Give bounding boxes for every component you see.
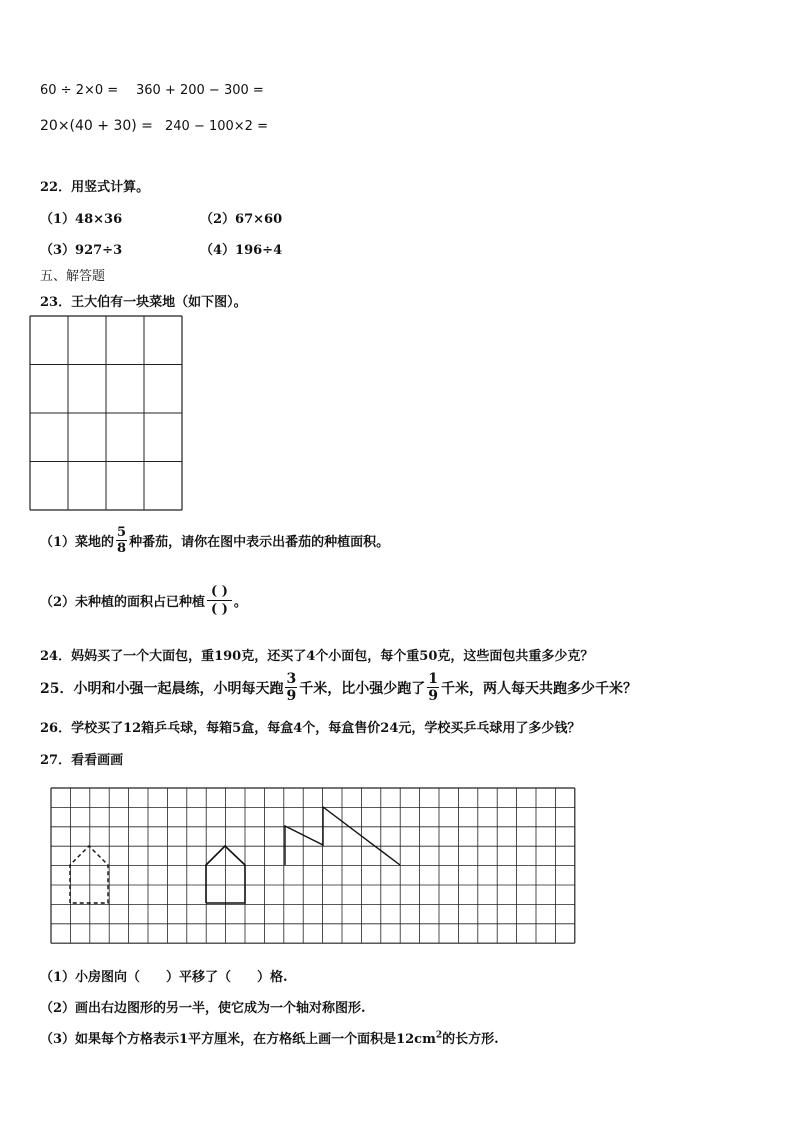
- question-23-part-2: [40, 585, 247, 616]
- calc-expression-3: 20×(40 + 30) =: [40, 118, 153, 134]
- question-22-item-3: （3）927÷3: [40, 243, 123, 258]
- fraction-three-ninths: [285, 672, 297, 703]
- question-25: [40, 672, 637, 703]
- blank-numerator: ( ): [207, 585, 232, 601]
- section-5-title: 五、解答题: [40, 269, 106, 284]
- question-27-sub-1: （1）小房图向（ ）平移了（ ）格.: [40, 970, 288, 985]
- calc-expression-2: 360 + 200 − 300 =: [136, 83, 264, 98]
- fraction-one-ninth: [427, 672, 439, 703]
- question-27-sub-2: （2）画出右边图形的另一半，使它成为一个轴对称图形.: [40, 1001, 366, 1016]
- q23-p2-suffix: 。: [233, 595, 247, 610]
- q27-sub3-suffix: 的长方形.: [442, 1032, 499, 1047]
- question-23-title: 23．王大伯有一块菜地（如下图）。: [40, 295, 247, 310]
- q25-prefix: 25．小明和小强一起晨练，小明每天跑: [40, 680, 284, 697]
- drawing-grid[interactable]: [50, 787, 581, 945]
- q27-sub3-prefix: （3）如果每个方格表示1平方厘米，在方格纸上画一个面积是12cm: [40, 1032, 436, 1047]
- blank-fraction[interactable]: [207, 585, 232, 616]
- dashed-house-outline: [70, 846, 108, 903]
- question-26: 26．学校买了12箱乒乓球，每箱5盒，每盒4个，每盒售价24元，学校买乒乓球用了多少钱？: [40, 721, 581, 736]
- question-27-title: 27．看看画画: [40, 753, 124, 768]
- fraction-denominator: 9: [286, 688, 297, 704]
- fraction-denominator: 9: [428, 688, 438, 704]
- calc-expression-1: 60 ÷ 2×0 =: [40, 83, 119, 98]
- question-27-sub-3: [40, 1028, 499, 1047]
- fraction-five-eighths: [116, 526, 127, 555]
- question-24: 24．妈妈买了一个大面包，重190克，还买了4个小面包，每个重50克，这些面包共重多少克？: [40, 649, 594, 664]
- calc-expression-4: 240 − 100×2 =: [165, 119, 268, 134]
- question-23-part-1: [40, 526, 389, 555]
- half-figure-outline: [285, 807, 400, 865]
- q25-suffix: 千米，两人每天共跑多少千米？: [440, 680, 637, 697]
- q23-p1-suffix: 种番茄，请你在图中表示出番茄的种植面积。: [129, 535, 390, 550]
- vegetable-field-grid[interactable]: [29, 315, 184, 513]
- blank-denominator: ( ): [211, 602, 228, 617]
- question-22-title: 22．用竖式计算。: [40, 180, 150, 195]
- question-22-item-1: （1）48×36: [40, 212, 123, 227]
- fraction-denominator: 8: [117, 541, 127, 556]
- q23-p1-prefix: （1）菜地的: [40, 535, 115, 550]
- question-22-item-4: （4）196÷4: [200, 243, 283, 258]
- fraction-numerator: 3: [286, 671, 297, 687]
- fraction-numerator: 1: [428, 671, 438, 687]
- q23-p2-prefix: （2）未种植的面积占已种植: [40, 595, 206, 610]
- q25-middle: 千米，比小强少跑了: [299, 680, 426, 697]
- fraction-numerator: 5: [117, 525, 127, 540]
- squared-superscript: 2: [435, 1030, 443, 1041]
- question-22-item-2: （2）67×60: [200, 212, 283, 227]
